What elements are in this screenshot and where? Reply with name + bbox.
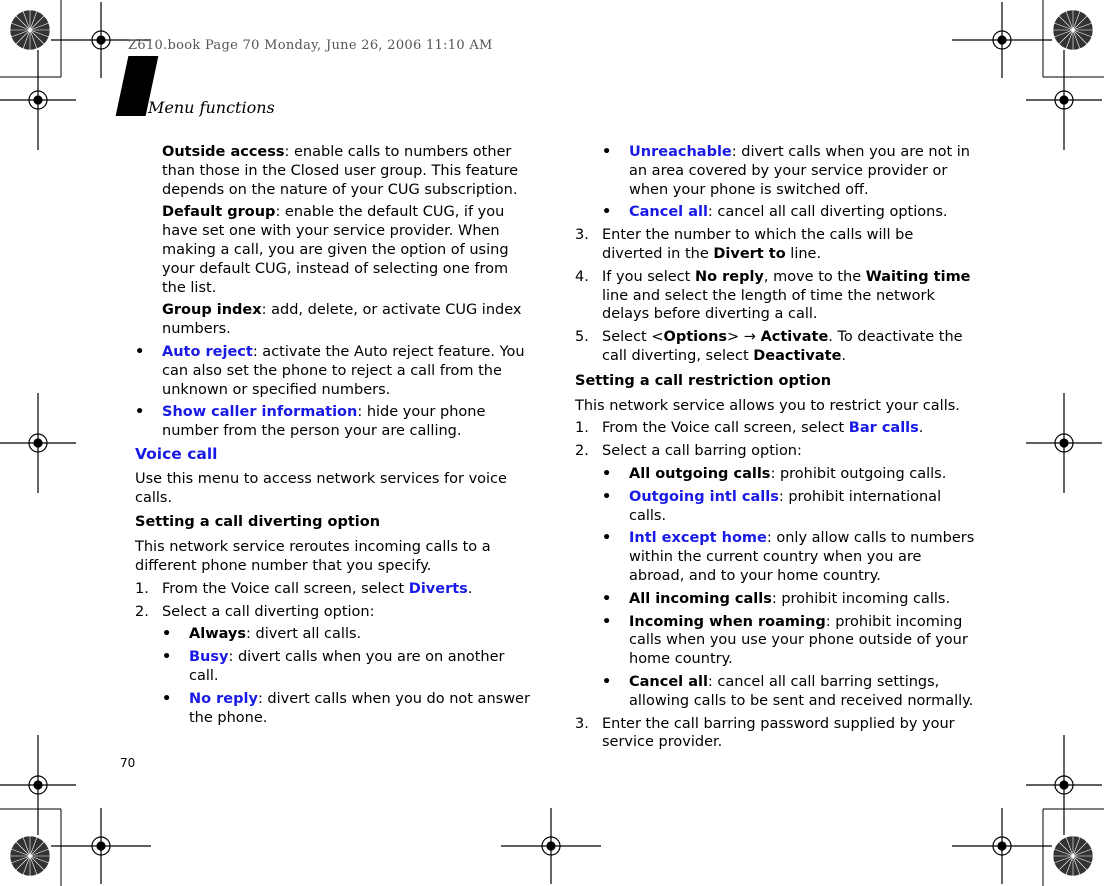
- list-item: • Cancel all: cancel all call diverting options.: [602, 204, 948, 221]
- list-item: • All incoming calls: prohibit incoming calls.: [602, 590, 951, 607]
- list-item: • Always: divert all calls.: [162, 626, 362, 643]
- left-column: [135, 143, 535, 731]
- print-metadata: Z610.book Page 70 Monday, June 26, 2006 11:10 AM: [128, 38, 493, 53]
- list-item: • Incoming when roaming: prohibit incoming calls when you use your phone outside of your home country.: [602, 613, 968, 668]
- list-item: • Cancel all: cancel all call barring settings, allowing calls to be sent and received normally.: [602, 673, 974, 709]
- step: 5. Select <Options> → Activate. To deactivate the call diverting, select Deactivate.: [575, 329, 963, 364]
- paragraph: This network service allows you to restrict your calls.: [575, 397, 960, 414]
- list-item: • All outgoing calls: prohibit outgoing calls.: [602, 465, 947, 482]
- right-column: [575, 143, 975, 756]
- step: 1. From the Voice call screen, select Diverts.: [135, 580, 473, 597]
- step: 4. If you select No reply, move to the Waiting time line and select the length of time the network delays before diverting a call.: [575, 268, 971, 323]
- list-item: • Show caller information: hide your phone number from the person your are calling.: [135, 404, 486, 440]
- subsection-title: Setting a call diverting option: [135, 514, 381, 531]
- list-item: • No reply: divert calls when you do not answer the phone.: [162, 690, 530, 726]
- step: 2. Select a call barring option:: [575, 443, 802, 460]
- list-item: • Busy: divert calls when you are on another call.: [162, 649, 505, 684]
- list-item: • Outgoing intl calls: prohibit international calls.: [602, 488, 942, 524]
- list-item: • Intl except home: only allow calls to numbers within the current country when you are abroad, and to your home country.: [602, 530, 975, 584]
- page-number: 70: [120, 756, 136, 770]
- section-title: Voice call: [135, 444, 218, 463]
- paragraph: Use this menu to access network services for voice calls.: [135, 470, 507, 506]
- step: 1. From the Voice call screen, select Bar calls.: [575, 420, 924, 437]
- cug-option-default-group: Default group: enable the default CUG, if you have set one with your service provider. When making a call, you are given the option of using your default CUG, instead of selecting one from the list.: [162, 204, 509, 296]
- cug-option-group-index: Group index: add, delete, or activate CUG index numbers.: [162, 302, 522, 338]
- step: 2. Select a call diverting option:: [135, 603, 375, 620]
- step: 3. Enter the number to which the calls will be diverted in the Divert to line.: [575, 227, 914, 262]
- page-title: Menu functions: [148, 98, 275, 117]
- list-item: • Unreachable: divert calls when you are not in an area covered by your service provider or when your phone is switched off.: [602, 144, 970, 198]
- paragraph: This network service reroutes incoming calls to a different phone number that you specify.: [135, 539, 491, 574]
- step: 3. Enter the call barring password supplied by your service provider.: [575, 715, 955, 751]
- subsection-title: Setting a call restriction option: [575, 372, 832, 389]
- cug-option-outside: Outside access: enable calls to numbers other than those in the Closed user group. This feature depends on the nature of your CUG subscription.: [162, 144, 519, 198]
- list-item: • Auto reject: activate the Auto reject feature. You can also set the phone to reject a call from the unknown or specified numbers.: [135, 343, 525, 398]
